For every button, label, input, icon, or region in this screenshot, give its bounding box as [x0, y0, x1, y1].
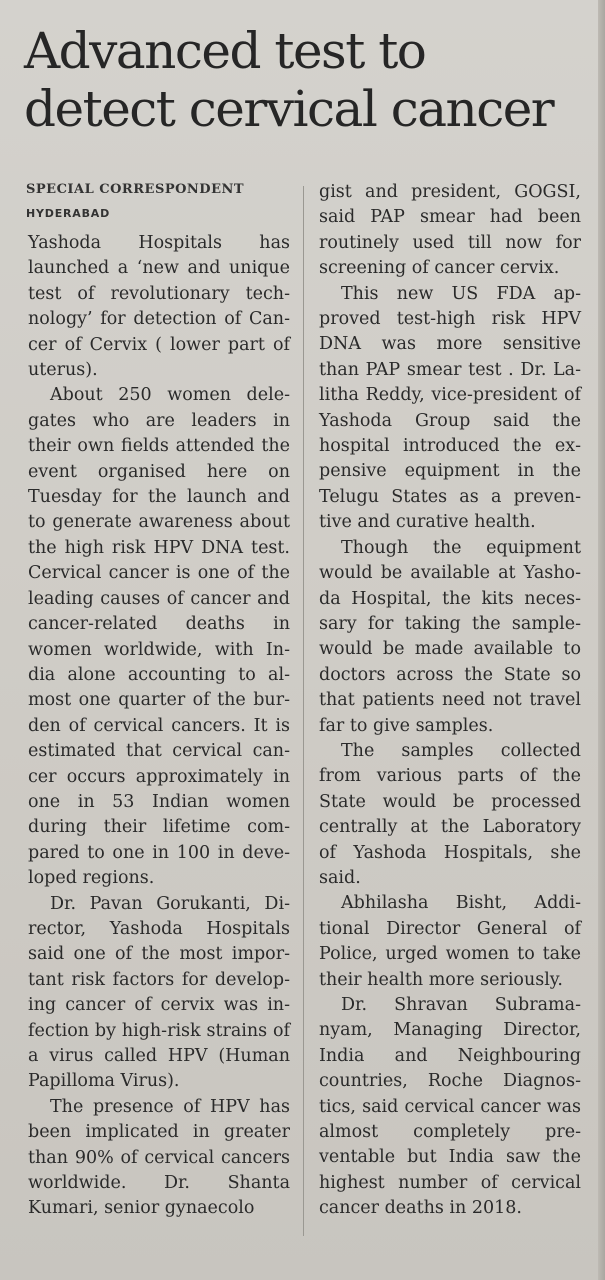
- paper-edge: [598, 0, 605, 1280]
- article-column-1: [28, 231, 290, 1222]
- paragraph: Abhilasha Bisht, Additional Director General of Police, urged women to take their health more seriously.: [319, 893, 581, 990]
- paragraph: Though the equipment would be available at Yashoda Hospital, the kits necessary for taking the samplewould be made available to doctors across the State so that patients need not travel far to give samples.: [319, 537, 581, 736]
- paragraph: This new US FDA approved test-high risk HPV DNA was more sensitive than PAP smear test . Dr. Lalitha Reddy, vice-president of Yashoda Group said the hospital introduced the expensive equipment in the Telugu States as a preventive and curative health.: [319, 283, 581, 533]
- article-column-2: [319, 180, 581, 1222]
- paragraph: About 250 women delegates who are leaders in their own fields attended the event organised here on Tuesday for the launch and to generate awareness about the high risk HPV DNA test. Cervical cancer is one of the leading causes of cancer and cancer-related deaths in women worldwide, with India alone accounting to almost one quarter of the burden of cervical cancers. It is estimated that cervical cancer occurs approximately in one in 53 Indian women during their lifetime compared to one in 100 in developed regions.: [28, 385, 290, 889]
- dateline: HYDERABAD: [26, 207, 111, 220]
- paragraph: gist and president, GOGSI, said PAP smear had been routinely used till now for screening of cancer cervix.: [319, 182, 581, 279]
- byline: SPECIAL CORRESPONDENT: [26, 182, 245, 197]
- column-divider: [303, 186, 304, 1236]
- paragraph: The presence of HPV has been implicated in greater than 90% of cervical cancers worldwide. Dr. Shanta Kumari, senior gynaecolo: [28, 1096, 290, 1219]
- paragraph: Yashoda Hospitals has launched a ‘new and unique test of revolutionary technology’ for detection of Cancer of Cervix ( lower part of uterus).: [28, 233, 290, 381]
- headline: Advanced test to detect cervical cancer: [24, 22, 554, 138]
- paragraph: Dr. Shravan Subramanyam, Managing Director, India and Neighbouring countries, Roche Diagnostics, said cervical cancer was almost completely preventable but India saw the highest number of cervical cancer deaths in 2018.: [319, 995, 581, 1219]
- paragraph: The samples collected from various parts of the State would be processed centrally at the Laboratory of Yashoda Hospitals, she said.: [319, 740, 581, 888]
- paragraph: Dr. Pavan Gorukanti, Director, Yashoda Hospitals said one of the most important risk factors for developing cancer of cervix was infection by high-risk strains of a virus called HPV (Human Papilloma Virus).: [28, 893, 290, 1092]
